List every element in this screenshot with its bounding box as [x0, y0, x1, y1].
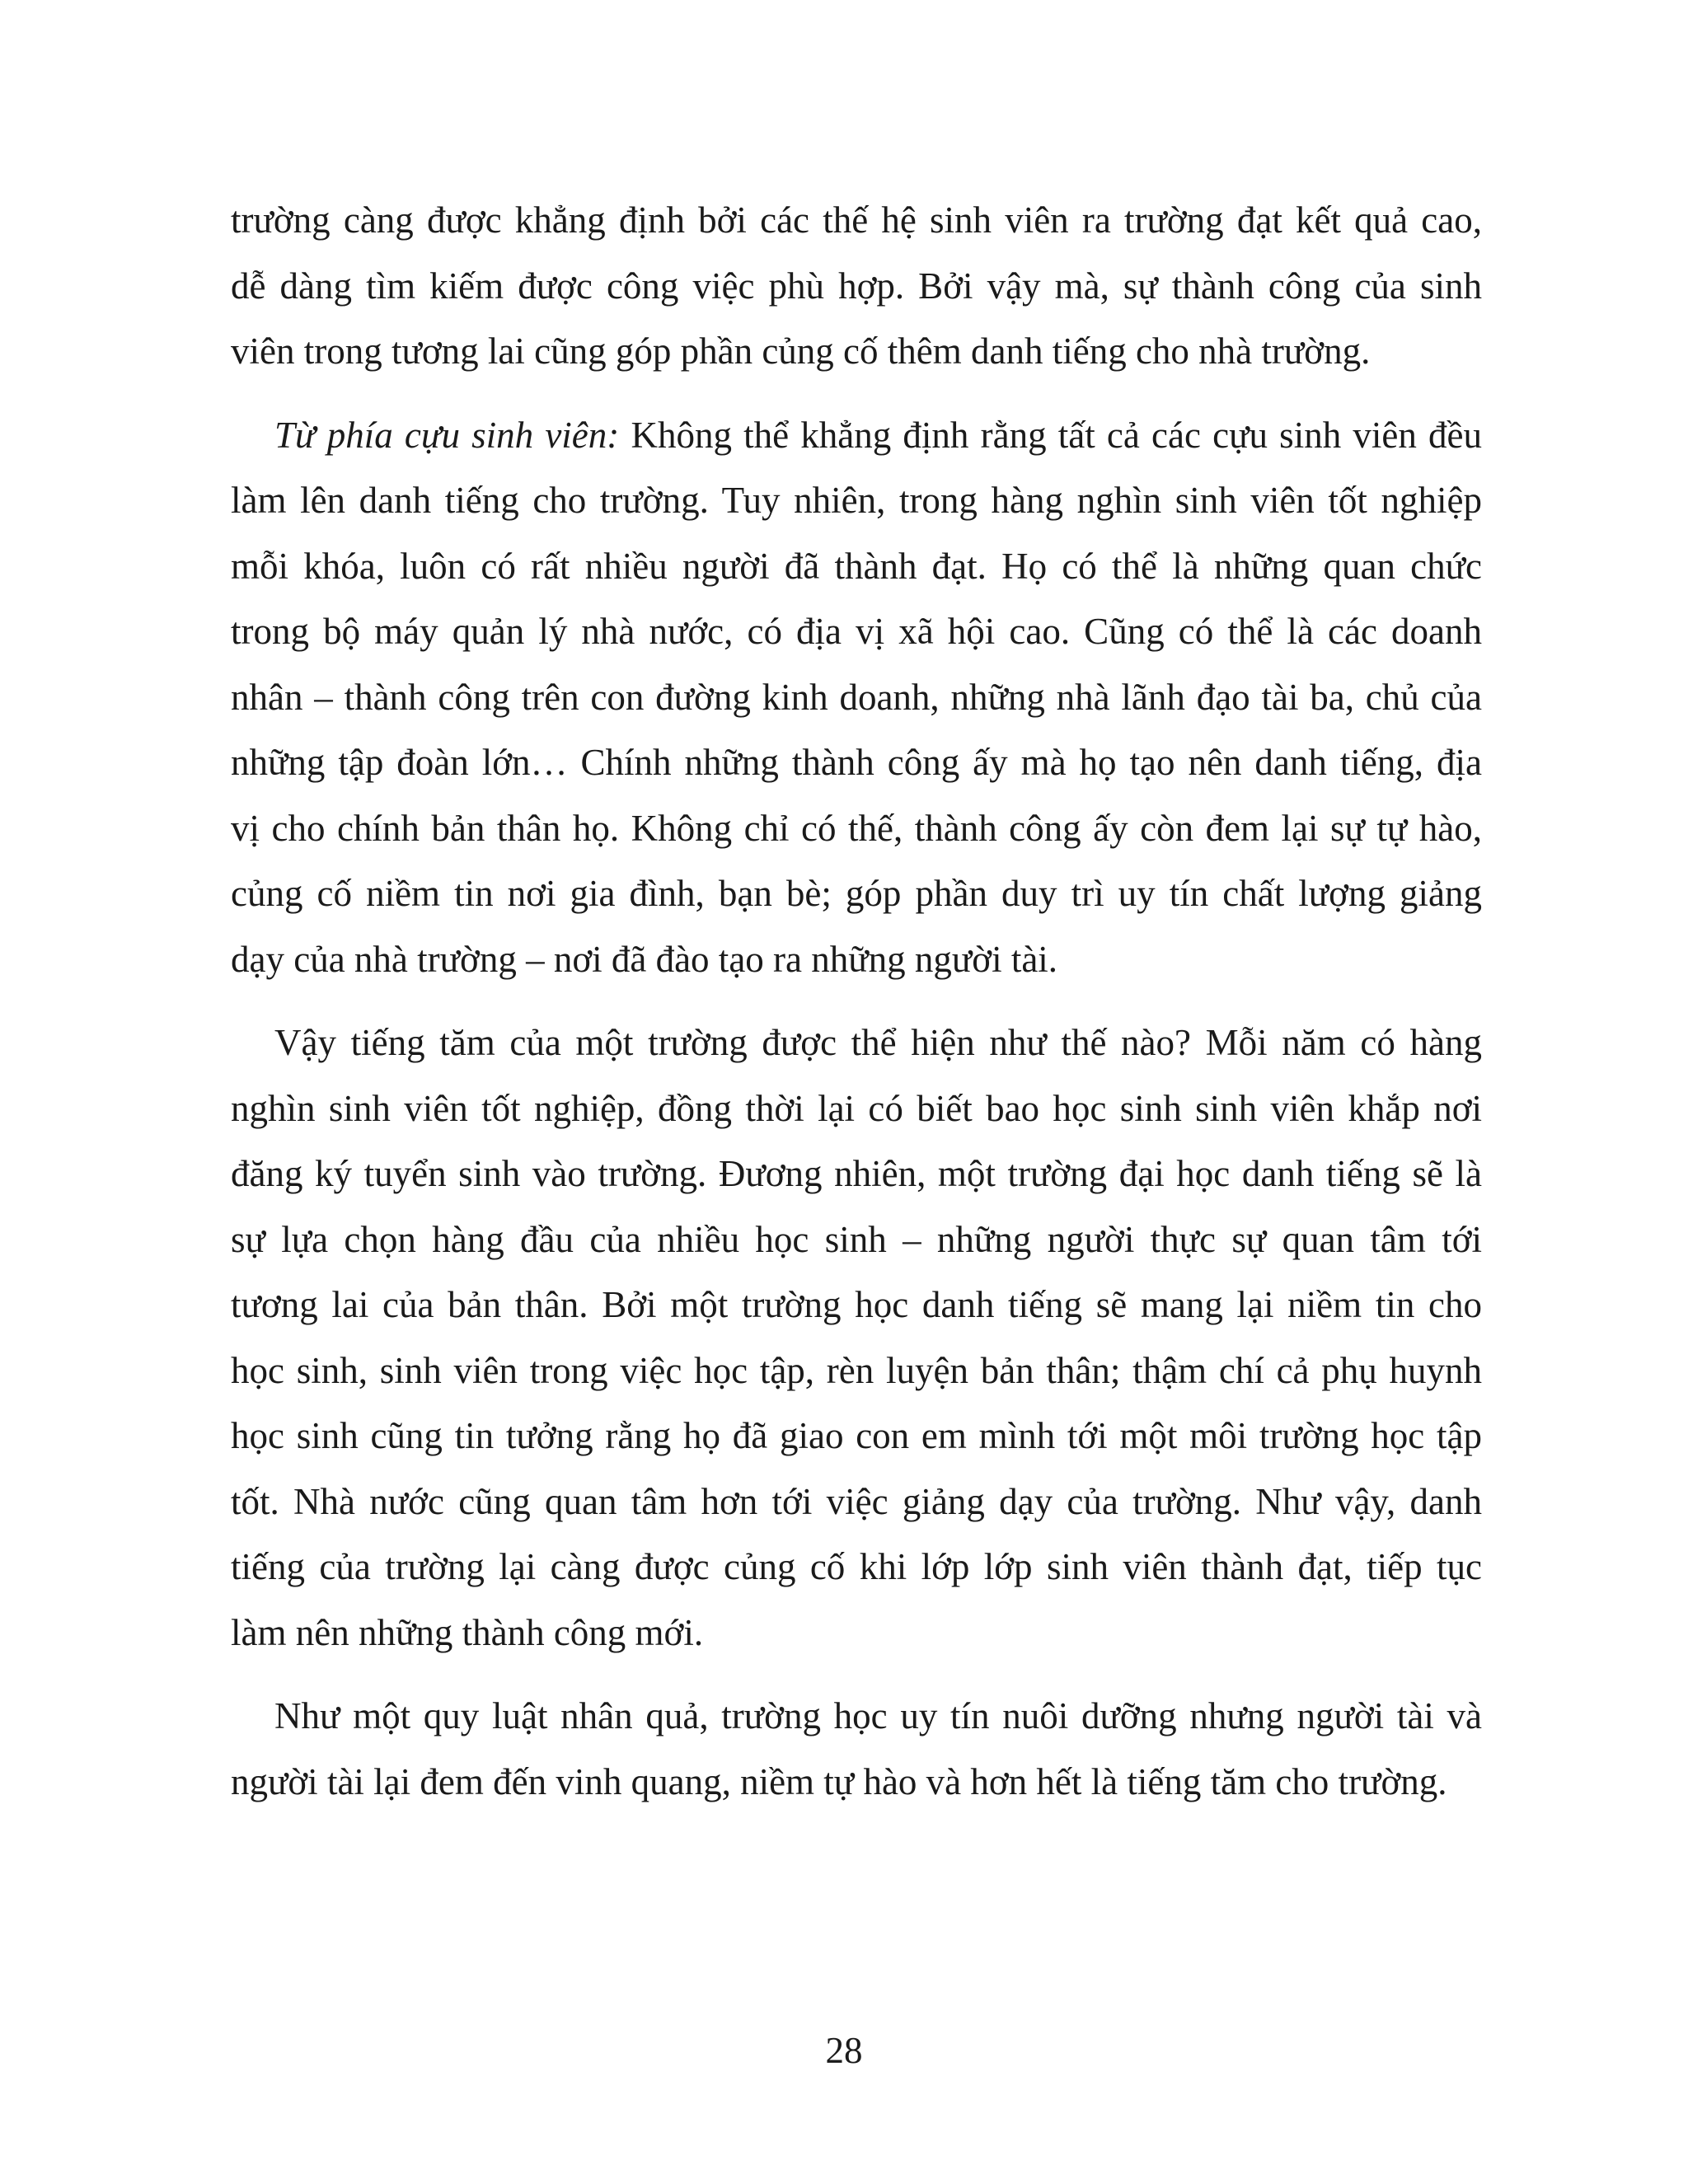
text-line: trong bộ máy quản lý nhà nước, có địa vị xã hội cao. Cũng có thể là các doanh — [231, 611, 1482, 652]
text-line: học sinh, sinh viên trong việc học tập, rèn luyện bản thân; thậm chí cả phụ huynh — [231, 1349, 1482, 1391]
text-line: những tập đoàn lớn… Chính những thành công ấy mà họ tạo nên danh tiếng, địa — [231, 742, 1482, 783]
text-line: người tài lại đem đến vinh quang, niềm tự hào và hơn hết là tiếng tăm cho trường. — [231, 1760, 1447, 1802]
text-line: dạy của nhà trường – nơi đã đào tạo ra những người tài. — [231, 938, 1058, 980]
text-line: vị cho chính bản thân họ. Không chỉ có thế, thành công ấy còn đem lại sự tự hào, — [231, 807, 1482, 849]
text-line: đăng ký tuyển sinh vào trường. Đương nhiên, một trường đại học danh tiếng sẽ là — [231, 1153, 1482, 1194]
text-line: dễ dàng tìm kiếm được công việc phù hợp. Bởi vậy mà, sự thành công của sinh — [231, 265, 1482, 307]
text-line: tiếng của trường lại càng được củng cố khi lớp lớp sinh viên thành đạt, tiếp tục — [231, 1546, 1482, 1587]
text-line: củng cố niềm tin nơi gia đình, bạn bè; góp phần duy trì uy tín chất lượng giảng — [231, 873, 1482, 914]
text-line: mỗi khóa, luôn có rất nhiều người đã thành đạt. Họ có thể là những quan chức — [231, 545, 1482, 587]
text-line — [231, 403, 1482, 469]
text-line: sự lựa chọn hàng đầu của nhiều học sinh – những người thực sự quan tâm tới — [231, 1218, 1482, 1260]
text-line: tương lai của bản thân. Bởi một trường học danh tiếng sẽ mang lại niềm tin cho — [231, 1284, 1482, 1325]
text-line: nhân – thành công trên con đường kinh doanh, những nhà lãnh đạo tài ba, chủ của — [231, 676, 1482, 718]
text-line: làm nên những thành công mới. — [231, 1611, 704, 1653]
text-line: tốt. Nhà nước cũng quan tâm hơn tới việc giảng dạy của trường. Như vậy, danh — [231, 1480, 1482, 1522]
body-text — [231, 188, 1482, 1815]
paragraph-3 — [231, 1010, 1482, 1666]
paragraph-2 — [231, 403, 1482, 993]
paragraph-lead-italic: Từ phía cựu sinh viên: — [274, 414, 620, 456]
text-line: Như một quy luật nhân quả, trường học uy tín nuôi dưỡng nhưng người tài và — [274, 1695, 1482, 1736]
page-number: 28 — [825, 2030, 863, 2071]
text-line: nghìn sinh viên tốt nghiệp, đồng thời lại có biết bao học sinh sinh viên khắp nơi — [231, 1087, 1482, 1129]
text-line: trường càng được khẳng định bởi các thế hệ sinh viên ra trường đạt kết quả cao, — [231, 199, 1482, 241]
text-line: học sinh cũng tin tưởng rằng họ đã giao con em mình tới một môi trường học tập — [231, 1415, 1482, 1456]
text-line: làm lên danh tiếng cho trường. Tuy nhiên, trong hàng nghìn sinh viên tốt nghiệp — [231, 480, 1482, 521]
text-run: Không thể khẳng định rằng tất cả các cựu sinh viên đều — [619, 414, 1482, 456]
text-line: viên trong tương lai cũng góp phần củng cố thêm danh tiếng cho nhà trường. — [231, 330, 1371, 372]
paragraph-4 — [231, 1684, 1482, 1815]
text-line: Vậy tiếng tăm của một trường được thể hiện như thế nào? Mỗi năm có hàng — [274, 1022, 1482, 1063]
paragraph-1 — [231, 188, 1482, 385]
